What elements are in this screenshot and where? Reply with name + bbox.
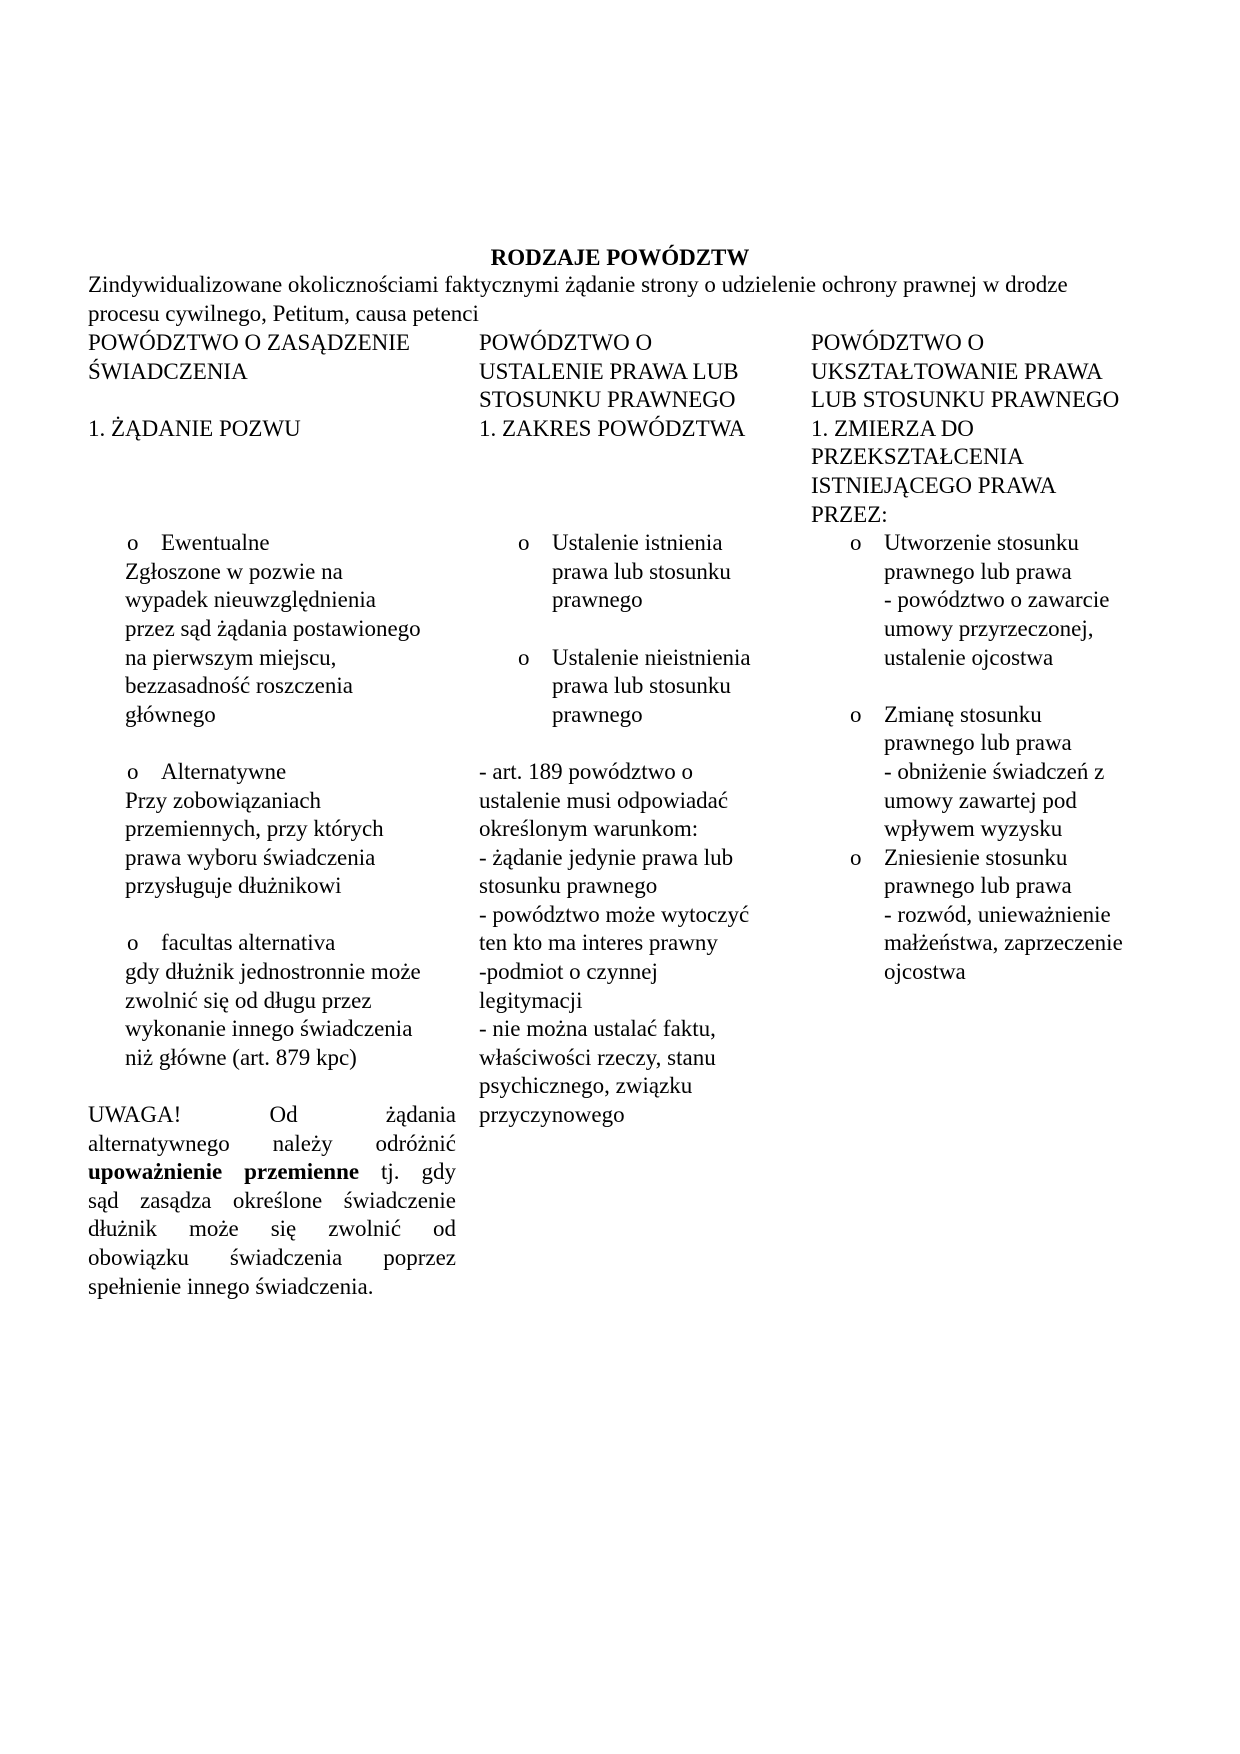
bullet-list [516, 529, 799, 729]
text-line: sąd zasądza określone świadczenie [88, 1187, 456, 1213]
text-line: - art. 189 powództwo o [479, 758, 693, 784]
bullet-list [125, 529, 460, 1072]
list-item-label: Ewentualne [161, 530, 270, 556]
intro-line: Zindywidualizowane okolicznościami faktycznymi żądanie strony o udzielenie ochrony prawnej w drodze [88, 272, 1068, 297]
text-line: ojcostwa [884, 959, 966, 985]
bullet-circle-icon: o [850, 530, 862, 556]
text-line: wykonanie innego świadczenia [125, 1016, 413, 1042]
text-line: legitymacji [479, 987, 583, 1013]
document-title: RODZAJE POWÓDZTW [490, 245, 750, 270]
bullet-list [848, 529, 1156, 987]
text-line: - powództwo może wytoczyć [479, 901, 750, 927]
column-header: UKSZTAŁTOWANIE PRAWA [811, 358, 1103, 384]
list-item [125, 529, 460, 558]
text-line: niż główne (art. 879 kpc) [125, 1044, 357, 1070]
column-header: POWÓDZTWO O ZASĄDZENIE [88, 330, 410, 355]
bullet-circle-icon: o [127, 530, 139, 556]
bullet-circle-icon: o [850, 701, 862, 727]
bullet-circle-icon: o [850, 844, 862, 870]
list-item-label: facultas alternativa [161, 930, 336, 956]
list-item [848, 701, 1156, 844]
text-line: ustalenie ojcostwa [884, 644, 1054, 670]
text-line: wpływem wyzysku [884, 816, 1063, 842]
text-line: - rozwód, unieważnienie [884, 901, 1111, 927]
requirements-notes [479, 758, 799, 1130]
list-item-label: Alternatywne [161, 758, 287, 784]
text-line: alternatywnego należy odróżnić [88, 1130, 456, 1156]
text-line: Przy zobowiązaniach [125, 787, 322, 813]
text-line: Ustalenie nieistnienia [552, 644, 751, 670]
text-line: Utworzenie stosunku [884, 530, 1079, 556]
bullet-circle-icon: o [518, 644, 530, 670]
column-subheading: PRZEKSZTAŁCENIA [811, 444, 1024, 470]
text-line: dłużnik może się zwolnić od [88, 1216, 456, 1242]
text-line: prawnego lub prawa [884, 873, 1072, 899]
text-line: prawnego lub prawa [884, 730, 1072, 756]
text-line: przysługuje dłużnikowi [125, 873, 342, 899]
text-line: przez sąd żądania postawionego [125, 615, 421, 641]
text-line: ustalenie musi odpowiadać [479, 787, 729, 813]
column-header: STOSUNKU PRAWNEGO [479, 387, 736, 413]
text-line: -podmiot o czynnej [479, 959, 658, 985]
text-line: Zgłoszone w pozwie na [125, 558, 343, 584]
text-line: Ustalenie istnienia [552, 530, 723, 556]
text-line: Zmianę stosunku [884, 701, 1042, 727]
text-line: spełnienie innego świadczenia. [88, 1273, 374, 1299]
text-line [88, 1158, 456, 1187]
text-line: bezzasadność roszczenia [125, 673, 353, 699]
column-subheading: ISTNIEJĄCEGO PRAWA [811, 472, 1057, 498]
list-item-body [125, 787, 460, 901]
text-line: głównego [125, 701, 216, 727]
text-line: na pierwszym miejscu, [125, 644, 337, 670]
text-line: prawa lub stosunku [552, 558, 731, 584]
text-line: - żądanie jedynie prawa lub [479, 844, 734, 870]
text-line: prawa lub stosunku [552, 673, 731, 699]
list-item [125, 758, 460, 787]
text-line: - obniżenie świadczeń z [884, 758, 1105, 784]
text-line: prawnego lub prawa [884, 558, 1072, 584]
column-subheading: 1. ZAKRES POWÓDZTWA [479, 415, 746, 441]
column-header: ŚWIADCZENIA [88, 358, 248, 384]
text-line: prawa wyboru świadczenia [125, 844, 376, 870]
text-line: UWAGA! Od żądania [88, 1102, 456, 1128]
text-line: małżeństwa, zaprzeczenie [884, 930, 1123, 956]
column-subheading: 1. ŻĄDANIE POZWU [88, 415, 301, 441]
column-subheading: PRZEZ: [811, 501, 888, 527]
list-item-body [125, 558, 460, 730]
list-item-body [125, 958, 460, 1072]
column-header: LUB STOSUNKU PRAWNEGO [811, 387, 1120, 413]
text-line: przyczynowego [479, 1102, 625, 1128]
text-line: prawnego [552, 587, 643, 613]
text-line: prawnego [552, 701, 643, 727]
column-header: POWÓDZTWO O [479, 330, 653, 355]
text-line: zwolnić się od długu przez [125, 987, 372, 1013]
text-line: wypadek nieuwzględnienia [125, 587, 376, 613]
list-item [125, 929, 460, 958]
text-line: właściwości rzeczy, stanu [479, 1044, 716, 1070]
list-item [516, 529, 799, 615]
text-line: - powództwo o zawarcie [884, 587, 1110, 613]
text-line: przemiennych, przy których [125, 816, 384, 842]
text-line: ten kto ma interes prawny [479, 930, 718, 956]
text-line: umowy zawartej pod [884, 787, 1077, 813]
text-line: umowy przyrzeczonej, [884, 615, 1094, 641]
note-paragraph [88, 1101, 456, 1301]
text-line: Zniesienie stosunku [884, 844, 1068, 870]
column-zasadzenie [88, 329, 460, 1301]
intro-line: procesu cywilnego, Petitum, causa petenci [88, 300, 479, 326]
column-header: USTALENIE PRAWA LUB [479, 358, 739, 384]
text-line: stosunku prawnego [479, 873, 658, 899]
intro-paragraph [88, 271, 1168, 328]
bullet-circle-icon: o [127, 758, 139, 784]
list-item [516, 644, 799, 730]
column-uksztaltowanie [811, 329, 1156, 987]
column-header: POWÓDZTWO O [811, 330, 985, 355]
text-line: psychicznego, związku [479, 1073, 693, 1099]
list-item [848, 844, 1156, 987]
text-line: obowiązku świadczenia poprzez [88, 1245, 456, 1270]
bullet-circle-icon: o [518, 530, 530, 556]
text-line: gdy dłużnik jednostronnie może [125, 959, 421, 985]
text-line: określonym warunkom: [479, 816, 699, 842]
text-fragment: tj. gdy [359, 1159, 456, 1185]
text-line: - nie można ustalać faktu, [479, 1016, 716, 1042]
column-subheading: 1. ZMIERZA DO [811, 415, 974, 441]
emphasis-text: upoważnienie przemienne [88, 1159, 360, 1185]
list-item [848, 529, 1156, 672]
bullet-circle-icon: o [127, 930, 139, 956]
column-ustalenie [479, 329, 799, 1130]
